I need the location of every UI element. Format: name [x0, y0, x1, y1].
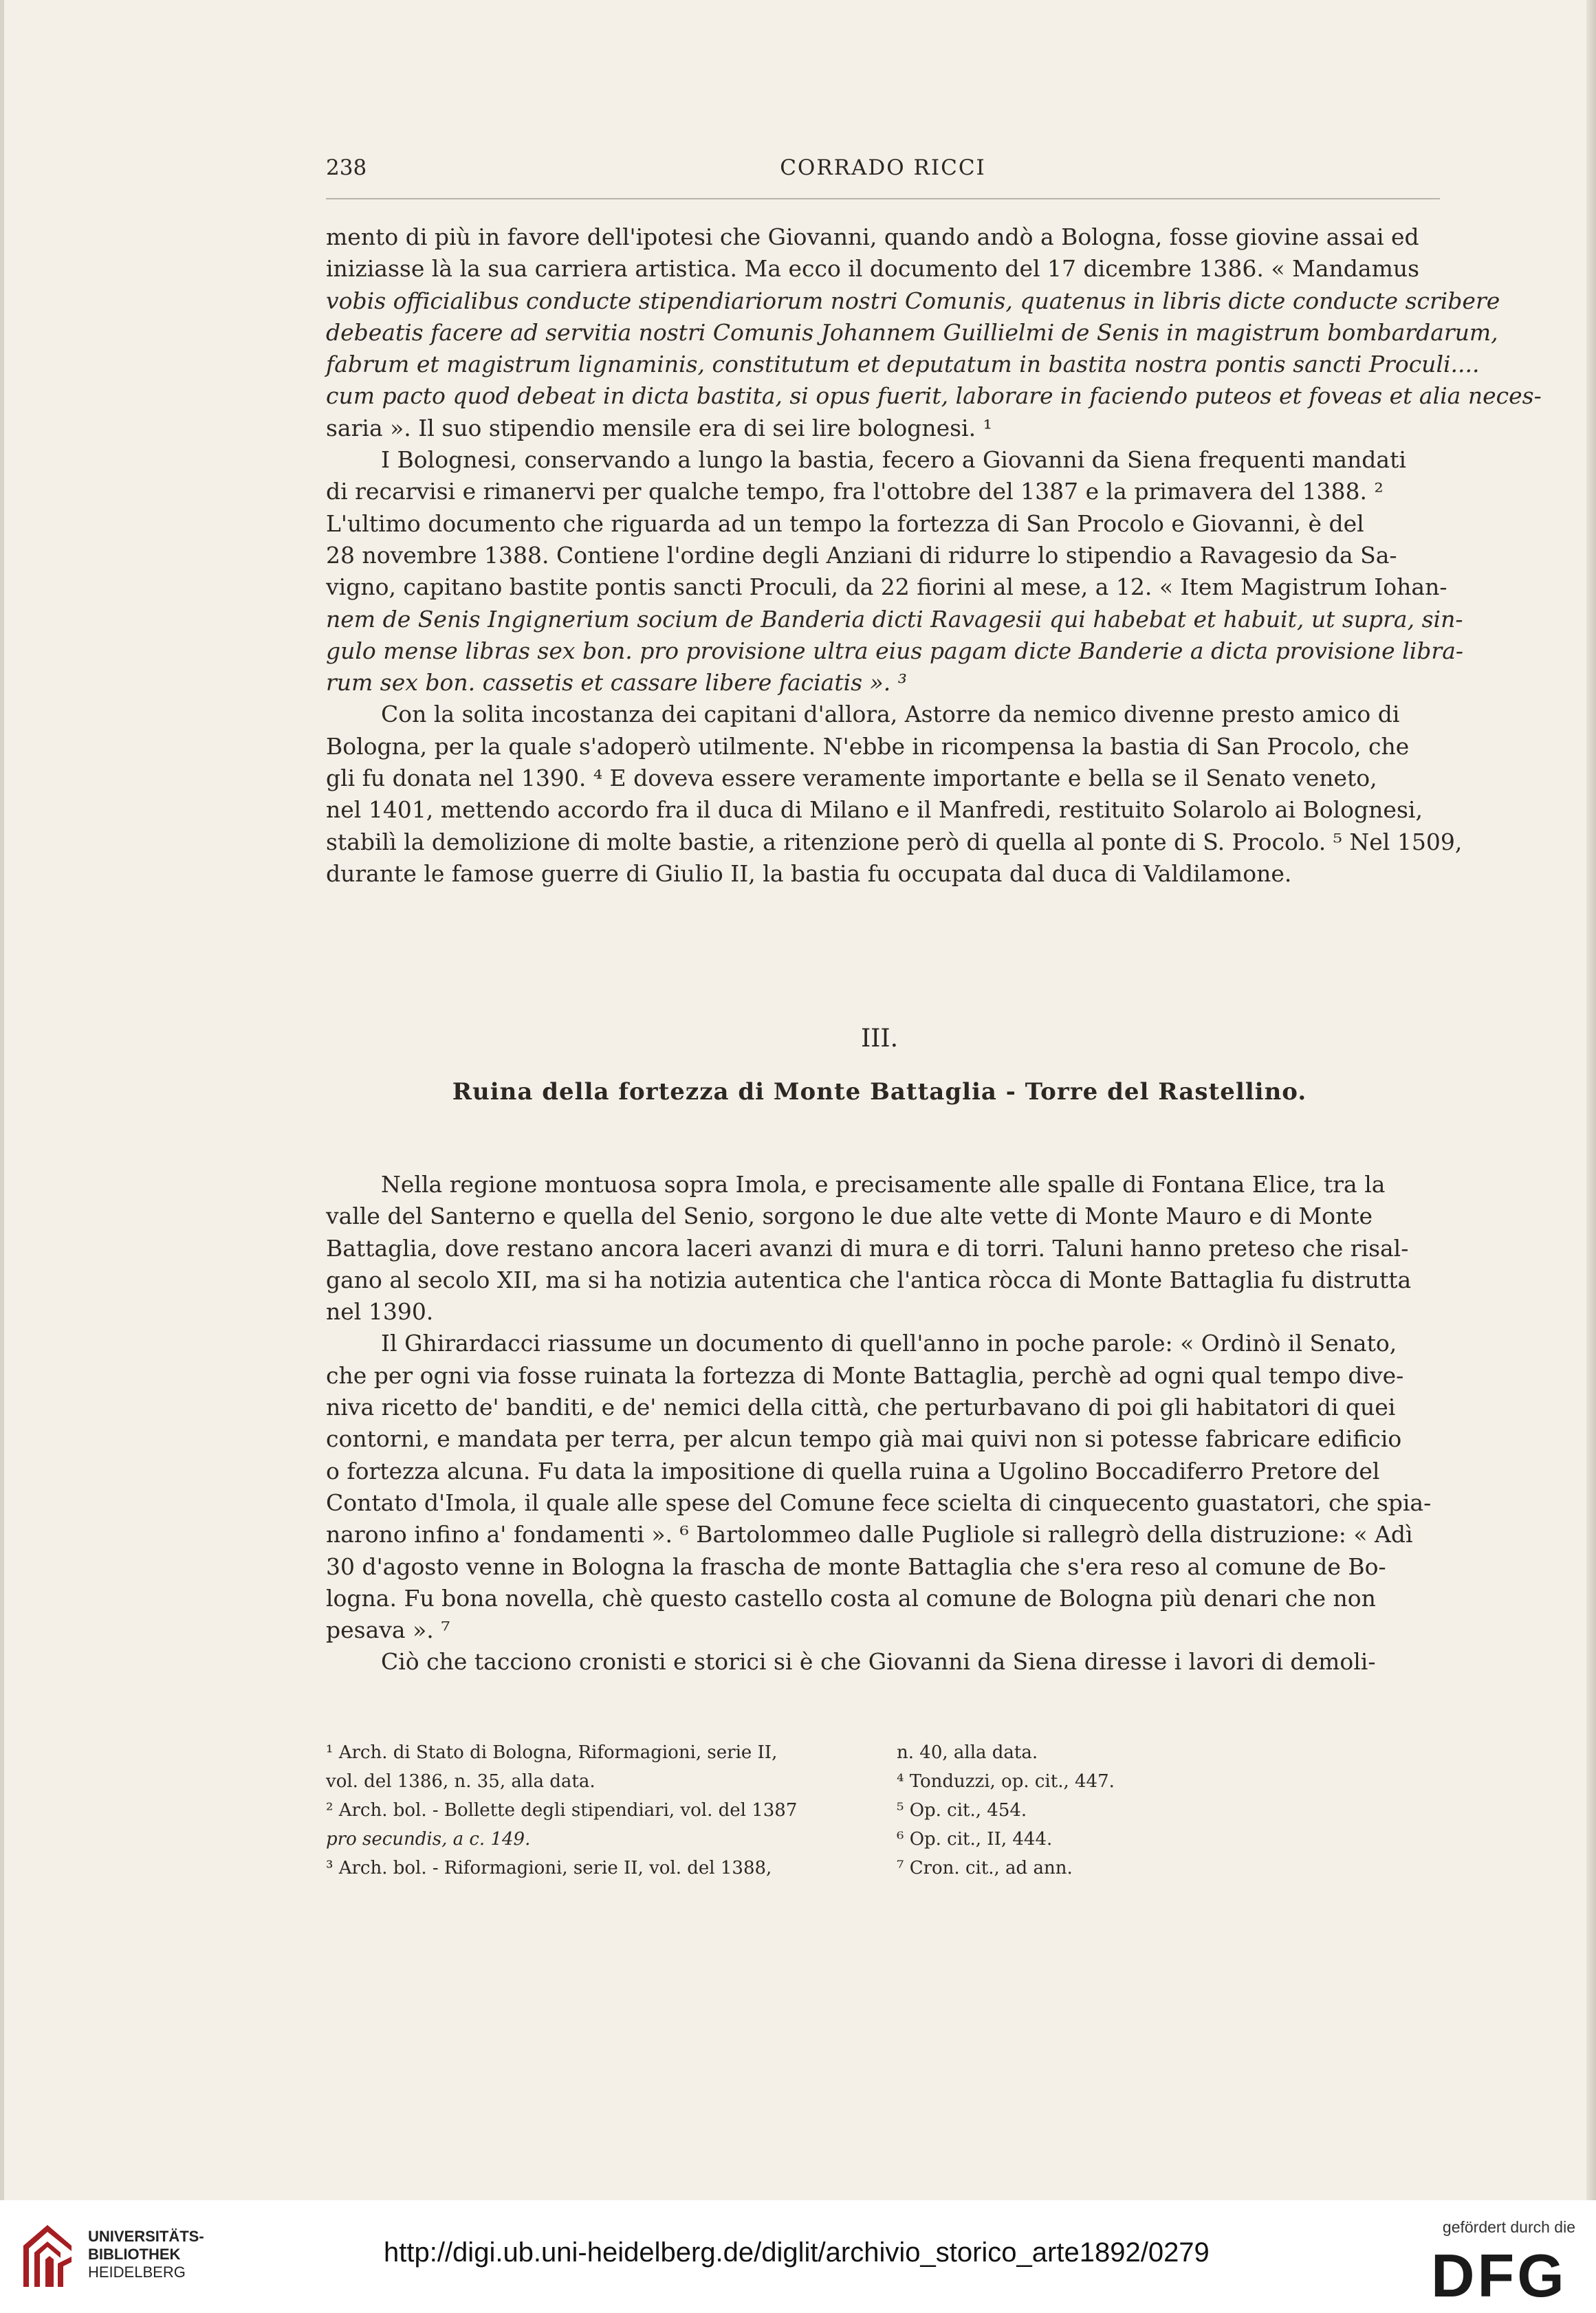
footnotes-column-1 [326, 1738, 897, 1883]
footnote-line: ⁵ Op. cit., 454. [897, 1800, 1027, 1821]
text-line: fabrum et magistrum lignaminis, constitutum et deputatum in bastita nostra pontis sancti Proculi.... [326, 351, 1480, 378]
footnote-line: ⁴ Tonduzzi, op. cit., 447. [897, 1771, 1115, 1792]
footnote-line: ¹ Arch. di Stato di Bologna, Riformagioni, serie II, [326, 1742, 778, 1763]
university-name-line: BIBLIOTHEK [88, 2246, 181, 2263]
paragraph-5 [326, 1328, 1433, 1646]
text-line: nel 1390. [326, 1298, 434, 1326]
page-edge-left [0, 0, 4, 2200]
footnote-line: pro secundis, a c. 149. [326, 1829, 531, 1850]
text-line: vobis officialibus conducte stipendiariorum nostri Comunis, quatenus in libris dicte conducte scribere [326, 287, 1500, 314]
text-line: di recarvisi e rimanervi per qualche tempo, fra l'ottobre del 1387 e la primavera del 1388. ² [326, 478, 1384, 505]
permalink-url[interactable]: http://digi.ub.uni-heidelberg.de/diglit/archivio_storico_arte1892/0279 [384, 2237, 1210, 2268]
section-title: Ruina della fortezza di Monte Battaglia - Torre del Rastellino. [452, 1078, 1307, 1106]
text-line: iniziasse là la sua carriera artistica. Ma ecco il documento del 17 dicembre 1386. « Mandamus [326, 255, 1420, 283]
page-edge-right [1586, 0, 1596, 2200]
digitization-footer [0, 2200, 1596, 2313]
university-library-logo-icon [17, 2218, 78, 2294]
header-rule [326, 198, 1440, 199]
running-head: CORRADO RICCI [780, 155, 986, 180]
text-line: Ciò che tacciono cronisti e storici si è che Giovanni da Siena diresse i lavori di demoli- [381, 1648, 1376, 1676]
dfg-logo-text: DFG [1431, 2247, 1567, 2302]
paragraph-2 [326, 444, 1464, 699]
text-line: niva ricetto de' banditi, e de' nemici della città, che perturbavano di poi gli habitatori di quei [326, 1394, 1396, 1421]
footnote-line: n. 40, alla data. [897, 1742, 1038, 1763]
text-line: logna. Fu bona novella, chè questo castello costa al comune de Bologna più denari che non [326, 1584, 1376, 1612]
text-line: pesava ». ⁷ [326, 1616, 450, 1644]
footnote-line: vol. del 1386, n. 35, alla data. [326, 1771, 595, 1792]
text-line: gulo mense libras sex bon. pro provisione ultra eius pagam dicte Banderie a dicta provisione libra- [326, 637, 1464, 664]
section-number: III. [860, 1024, 899, 1053]
footnotes-column-2 [897, 1738, 1440, 1883]
text-line: che per ogni via fosse ruinata la fortezza di Monte Battaglia, perchè ad ogni qual tempo dive- [326, 1361, 1404, 1389]
text-line: Il Ghirardacci riassume un documento di quell'anno in poche parole: « Ordinò il Senato, [381, 1330, 1397, 1357]
text-line: stabilì la demolizione di molte bastie, a ritenzione però di quella al ponte di S. Procolo. ⁵ Nel 1509, [326, 828, 1463, 855]
text-line: Battaglia, dove restano ancora laceri avanzi di mura e di torri. Taluni hanno preteso che risal- [326, 1234, 1409, 1262]
text-line: valle del Santerno e quella del Senio, sorgono le due alte vette di Monte Mauro e di Monte [326, 1203, 1373, 1230]
text-line: cum pacto quod debeat in dicta bastita, si opus fuerit, laborare in faciendo puteos et foveas et alia neces- [326, 382, 1542, 410]
text-line: 30 d'agosto venne in Bologna la frascha de monte Battaglia che s'era reso al comune de Bo- [326, 1553, 1386, 1580]
text-line: I Bolognesi, conservando a lungo la bastia, fecero a Giovanni da Siena frequenti mandati [381, 446, 1406, 474]
text-line: Bologna, per la quale s'adoperò utilmente. N'ebbe in ricompensa la bastia di San Procolo, che [326, 732, 1410, 760]
text-line: Nella regione montuosa sopra Imola, e precisamente alle spalle di Fontana Elice, tra la [381, 1171, 1386, 1198]
text-line: vigno, capitano bastite pontis sancti Proculi, da 22 fiorini al mese, a 12. « Item Magistrum Iohan- [326, 573, 1447, 601]
text-line: durante le famose guerre di Giulio II, la bastia fu occupata dal duca di Valdilamone. [326, 859, 1292, 887]
body-text-top [326, 221, 1542, 890]
text-line: mento di più in favore dell'ipotesi che Giovanni, quando andò a Bologna, fosse giovine assai ed [326, 223, 1419, 250]
dfg-logo-icon [1431, 2247, 1575, 2302]
dfg-funding-label: gefördert durch die [1442, 2218, 1575, 2236]
university-library-name [88, 2228, 204, 2281]
text-line: Con la solita incostanza dei capitani d'allora, Astorre da nemico divenne presto amico di [381, 701, 1400, 728]
text-line: gano al secolo XII, ma si ha notizia autentica che l'antica ròcca di Monte Battaglia fu distrutta [326, 1266, 1412, 1293]
text-line: o fortezza alcuna. Fu data la impositione di quella ruina a Ugolino Boccadiferro Pretore del [326, 1457, 1380, 1484]
text-line: rum sex bon. cassetis et cassare libere faciatis ». ³ [326, 669, 907, 697]
text-line: debeatis facere ad servitia nostri Comunis Johannem Guillielmi de Senis in magistrum bombardarum, [326, 318, 1498, 346]
university-name-line: UNIVERSITÄTS- [88, 2228, 204, 2245]
text-line: narono infino a' fondamenti ». ⁶ Bartolommeo dalle Pugliole si rallegrò della distruzione: « Adì [326, 1521, 1413, 1548]
text-line: 28 novembre 1388. Contiene l'ordine degli Anziani di ridurre lo stipendio a Ravagesio da Sa- [326, 541, 1397, 569]
paragraph-1 [326, 221, 1542, 444]
footnote-line: ⁷ Cron. cit., ad ann. [897, 1858, 1073, 1878]
university-name-line: HEIDELBERG [88, 2263, 186, 2281]
body-text-bottom [326, 1169, 1433, 1678]
text-line: contorni, e mandata per terra, per alcun tempo già mai quivi non si potesse fabricare edificio [326, 1425, 1402, 1453]
text-line: Contato d'Imola, il quale alle spese del Comune fece scielta di cinquecento guastatori, che spia- [326, 1489, 1432, 1516]
footnote-line: ³ Arch. bol. - Riformagioni, serie II, vol. del 1388, [326, 1858, 772, 1878]
page-header [326, 155, 1440, 190]
text-line: L'ultimo documento che riguarda ad un tempo la fortezza di San Procolo e Giovanni, è del [326, 509, 1364, 537]
text-line: gli fu donata nel 1390. ⁴ E doveva essere veramente importante e bella se il Senato veneto, [326, 765, 1377, 792]
footnote-line: ² Arch. bol. - Bollette degli stipendiari, vol. del 1387 [326, 1800, 798, 1821]
text-line: saria ». Il suo stipendio mensile era di sei lire bolognesi. ¹ [326, 414, 992, 441]
footnote-line: ⁶ Op. cit., II, 444. [897, 1829, 1053, 1850]
paragraph-6 [326, 1646, 1433, 1678]
paragraph-4 [326, 1169, 1433, 1328]
text-line: nel 1401, mettendo accordo fra il duca di Milano e il Manfredi, restituito Solarolo ai Bolognesi, [326, 796, 1423, 824]
paragraph-3 [326, 699, 1463, 890]
text-line: nem de Senis Ingignerium socium de Banderia dicti Ravagesii qui habebat et habuit, ut supra, sin- [326, 605, 1463, 633]
page-number: 238 [326, 155, 367, 180]
